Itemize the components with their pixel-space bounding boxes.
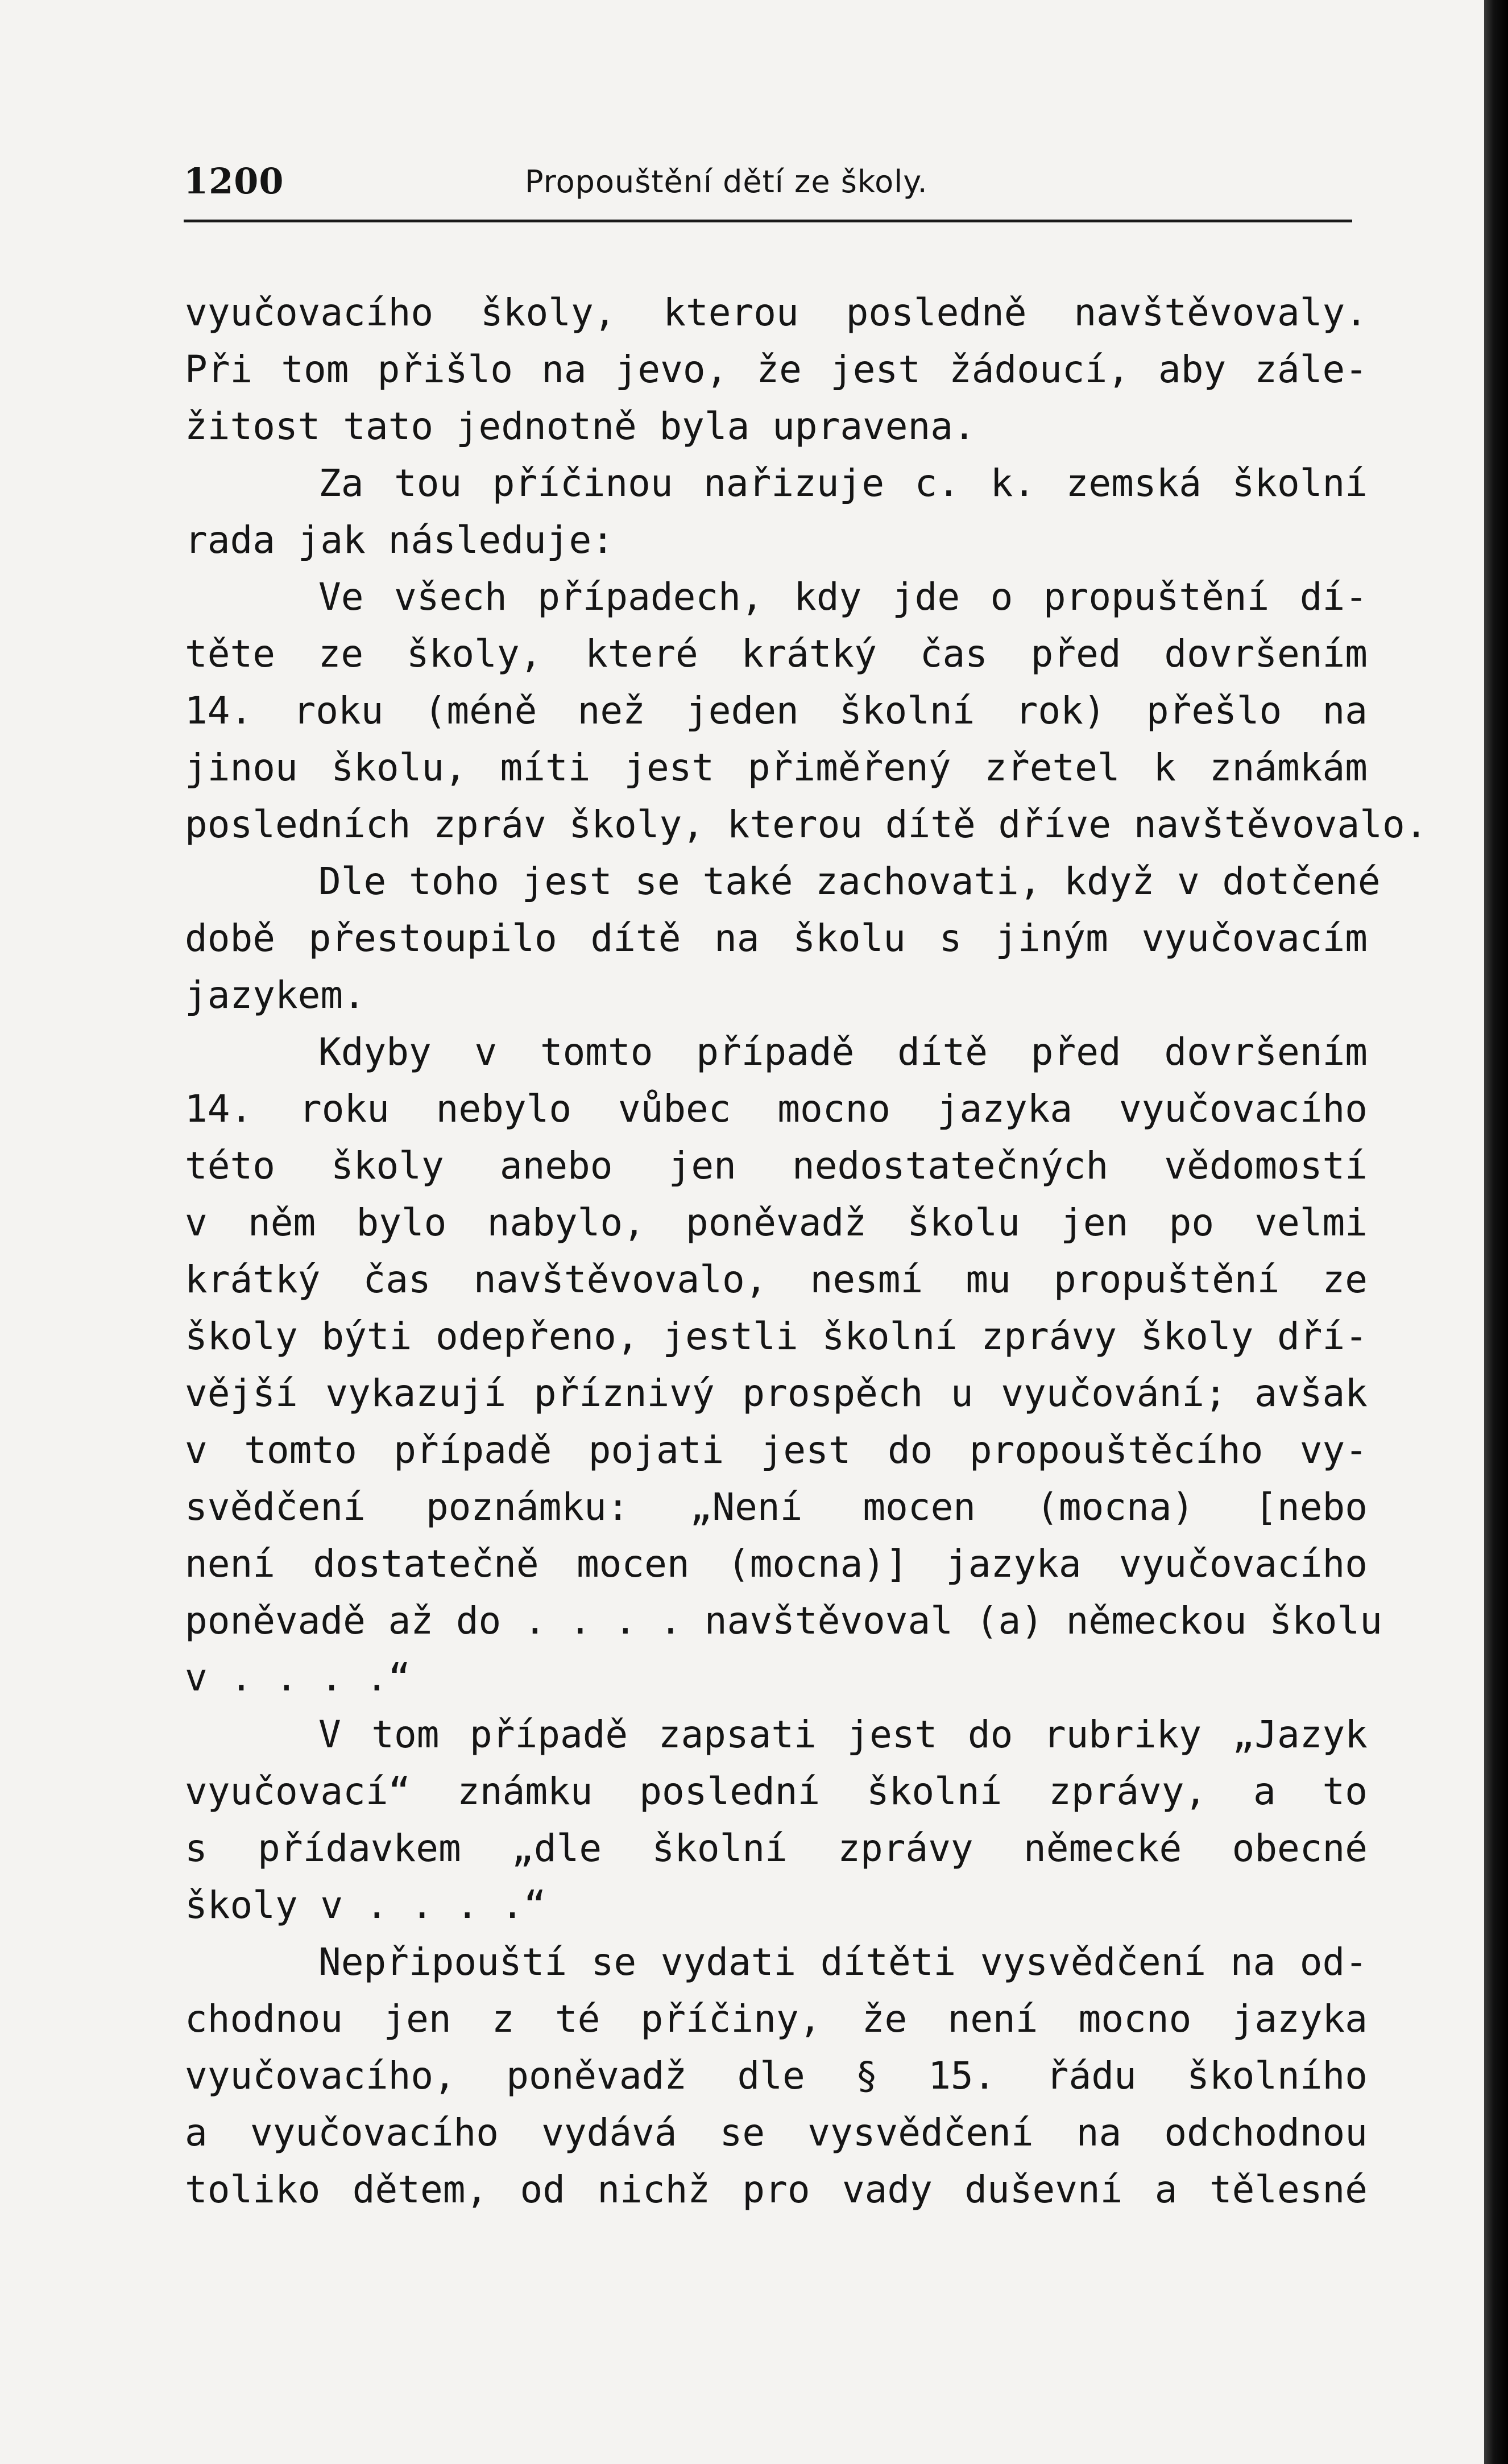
text-line: této školy anebo jen nedostatečných vědomostí	[185, 1144, 1368, 1188]
text-line: chodnou jen z té příčiny, že není mocno jazyka	[185, 1997, 1368, 2041]
text-line: není dostatečně mocen (mocna)] jazyka vyučovacího	[185, 1542, 1368, 1586]
text-line: době přestoupilo dítě na školu s jiným vyučovacím	[185, 916, 1368, 960]
text-line: krátký čas navštěvovalo, nesmí mu propuštění ze	[185, 1258, 1368, 1301]
scan-edge	[1484, 0, 1508, 2464]
text-line: vější vykazují příznivý prospěch u vyučování; avšak	[185, 1371, 1368, 1415]
text-line: s přídavkem „dle školní zprávy německé obecné	[185, 1826, 1368, 1870]
text-line: Při tom přišlo na jevo, že jest žádoucí, aby zále-	[185, 348, 1368, 391]
text-line: školy v . . . .“	[185, 1883, 546, 1927]
text-line: školy býti odepřeno, jestli školní zprávy školy dří-	[185, 1314, 1368, 1358]
running-title: Propouštění dětí ze školy.	[525, 164, 928, 200]
body-text	[185, 284, 1428, 2218]
text-line: jazykem.	[185, 973, 366, 1017]
text-line: jinou školu, míti jest přiměřený zřetel k známkám	[185, 746, 1368, 789]
text-line: Dle toho jest se také zachovati, když v dotčené	[318, 859, 1381, 903]
text-line: Kdyby v tomto případě dítě před dovršením	[318, 1030, 1368, 1074]
text-line: vyučovacího, poněvadž dle § 15. řádu školního	[185, 2054, 1368, 2098]
text-line: svědčení poznámku: „Není mocen (mocna) [nebo	[185, 1485, 1368, 1529]
page-number: 1200	[184, 160, 284, 202]
text-line: V tom případě zapsati jest do rubriky „Jazyk	[318, 1713, 1368, 1756]
text-line: v tomto případě pojati jest do propouštěcího vy-	[185, 1428, 1368, 1472]
text-line: v něm bylo nabylo, poněvadž školu jen po velmi	[185, 1201, 1368, 1245]
text-line: 14. roku (méně než jeden školní rok) přešlo na	[185, 689, 1368, 733]
text-line: toliko dětem, od nichž pro vady duševní a tělesné	[185, 2168, 1368, 2211]
text-line: v . . . .“	[185, 1656, 411, 1700]
text-line: a vyučovacího vydává se vysvědčení na odchodnou	[185, 2111, 1368, 2155]
text-line: žitost tato jednotně byla upravena.	[185, 404, 976, 448]
text-line: rada jak následuje:	[185, 518, 614, 562]
text-line: vyučovací“ známku poslední školní zprávy, a to	[185, 1770, 1368, 1813]
running-head	[184, 160, 1355, 206]
text-line: posledních zpráv školy, kterou dítě dříve navštěvovalo.	[185, 803, 1428, 846]
text-line: těte ze školy, které krátký čas před dovršením	[185, 632, 1368, 676]
text-line: Ve všech případech, kdy jde o propuštění dí-	[318, 575, 1368, 619]
text-line: vyučovacího školy, kterou posledně navštěvovaly.	[185, 291, 1368, 334]
text-line: 14. roku nebylo vůbec mocno jazyka vyučovacího	[185, 1087, 1368, 1131]
text-line: Za tou příčinou nařizuje c. k. zemská školní	[318, 461, 1368, 505]
header-rule	[184, 220, 1352, 222]
text-line: Nepřipouští se vydati dítěti vysvědčení na od-	[318, 1940, 1368, 1984]
text-line: poněvadě až do . . . . navštěvoval (a) německou školu	[185, 1599, 1382, 1643]
